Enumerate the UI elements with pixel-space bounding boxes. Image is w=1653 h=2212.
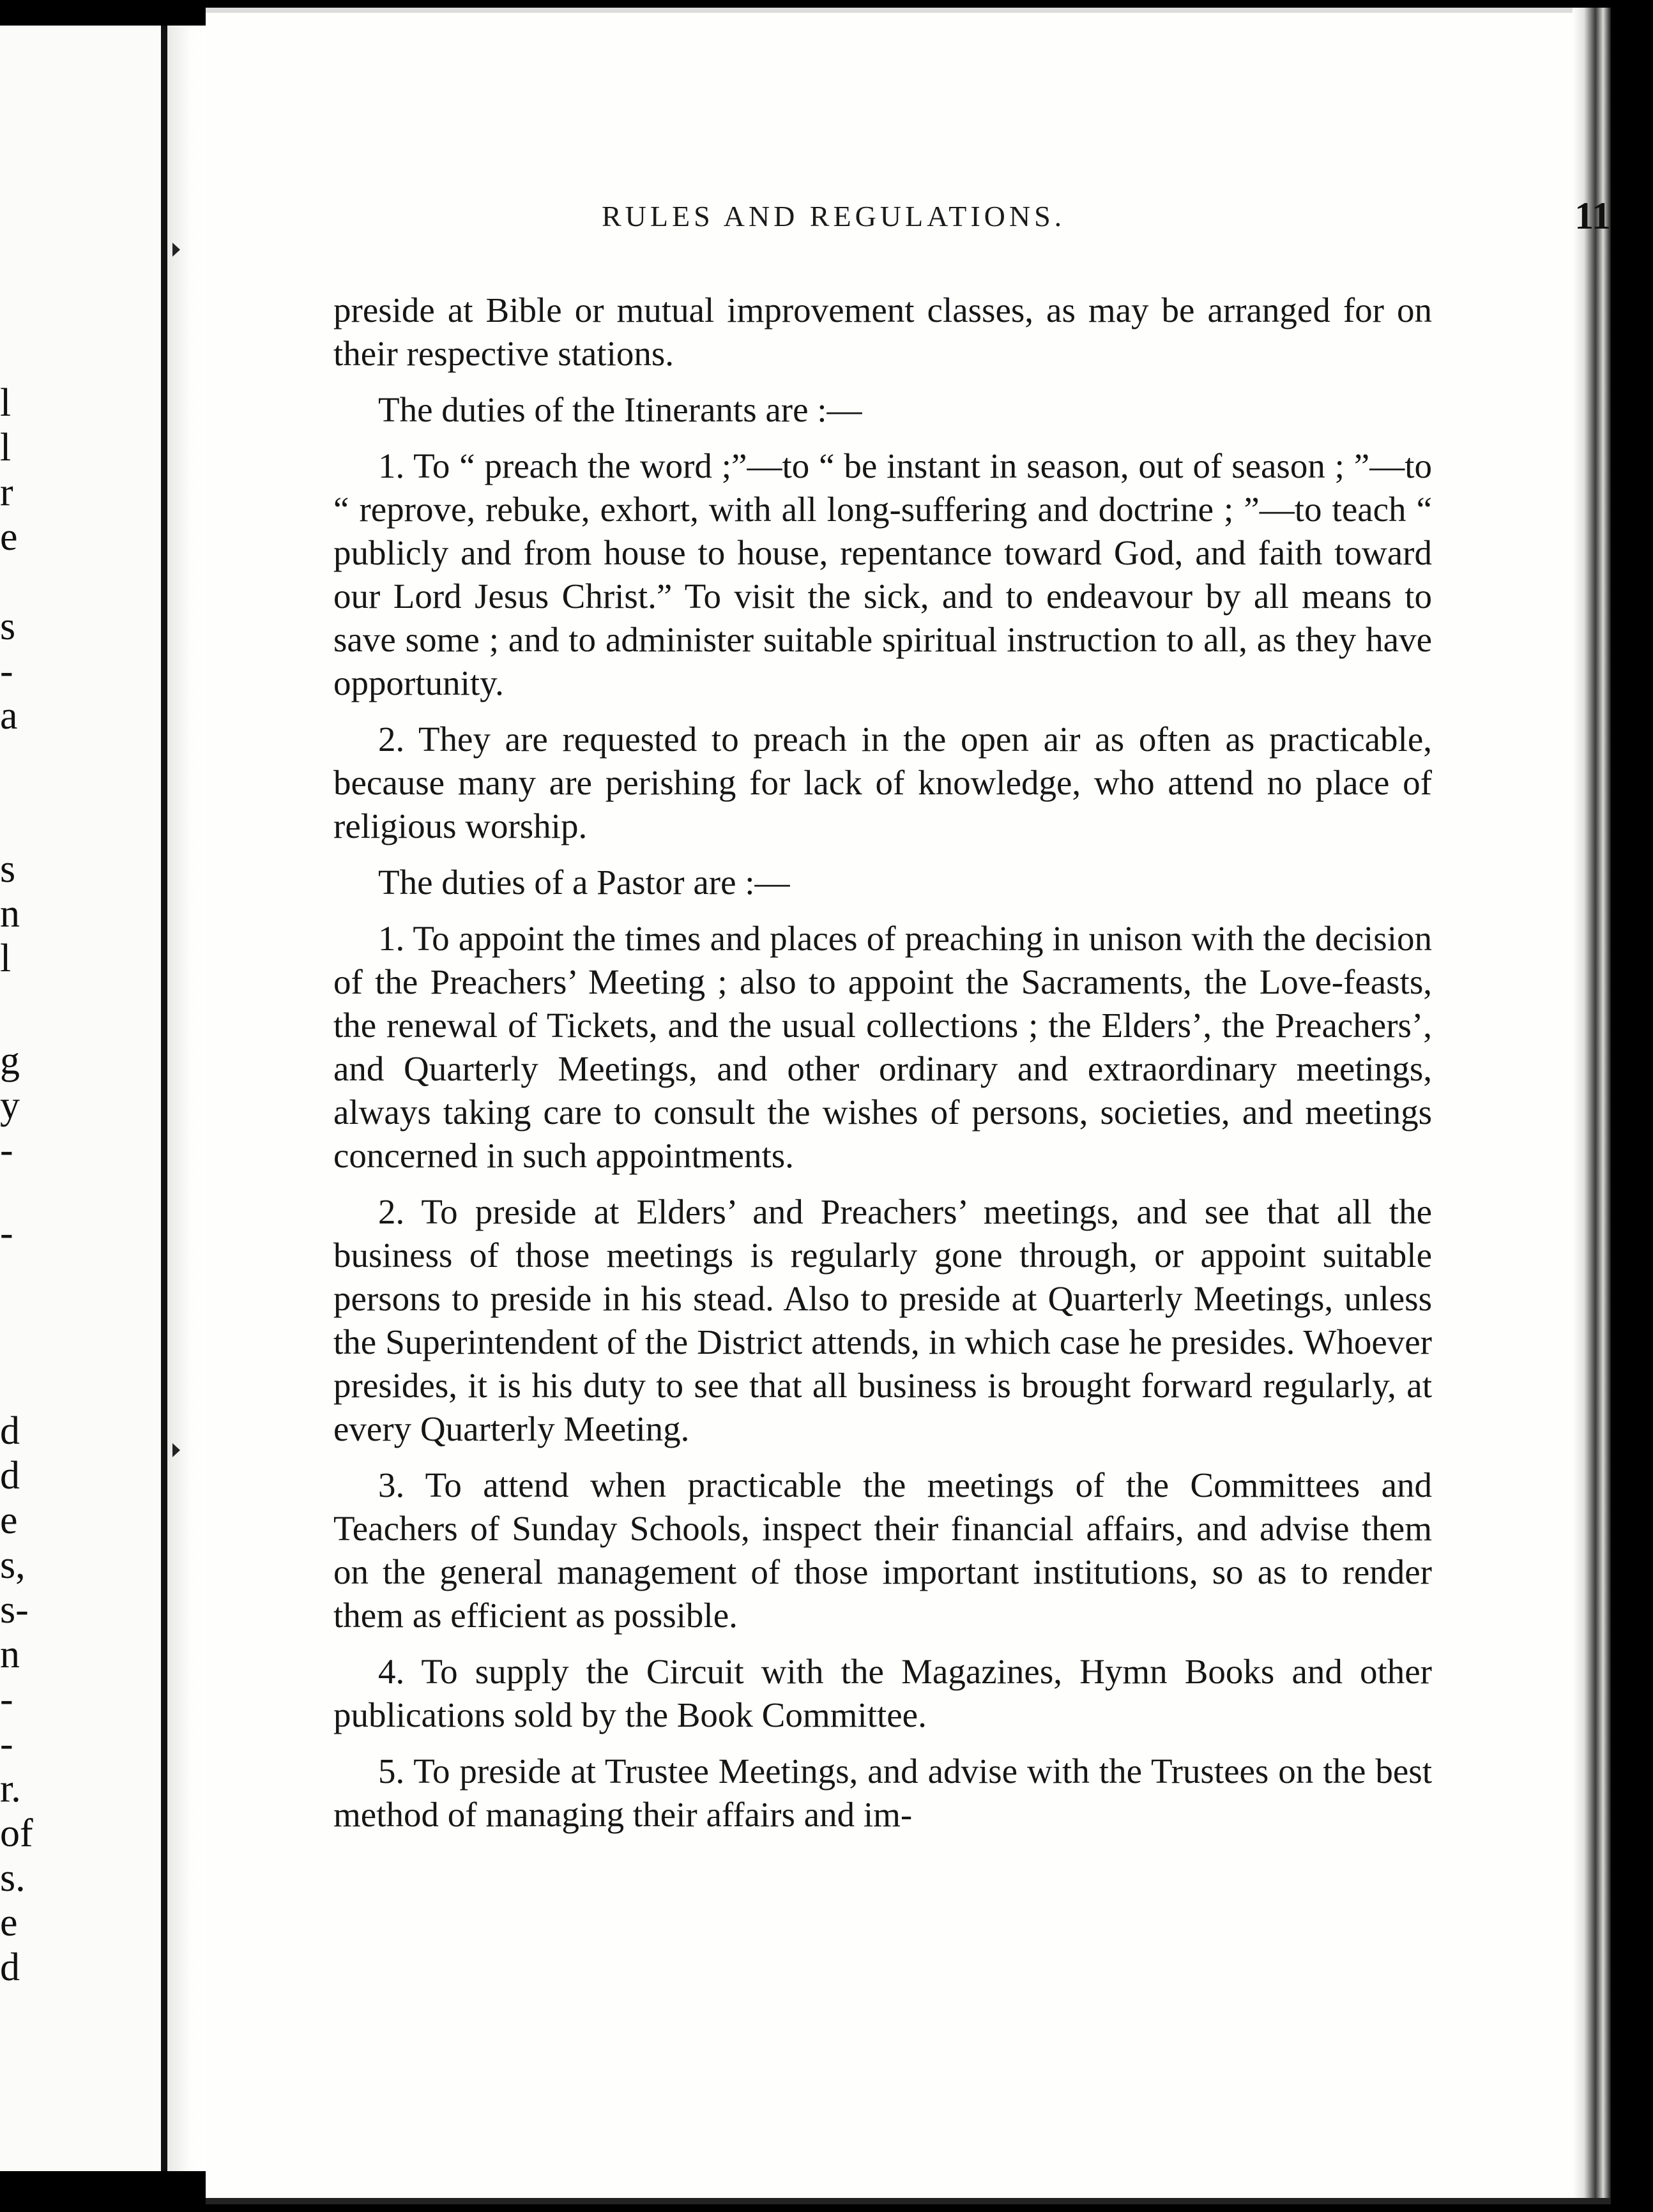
section-heading-pastor: The duties of a Pastor are :— [378,863,790,902]
margin-fragment: g [0,1039,20,1082]
paragraph-pastor-3: 3. To attend when practicable the meetings of the Committees and Teachers of Sunday Schools, inspect their financial affairs, and advise them on the general management of those important institutions, so as to render them as efficient as possible. [333,1466,1432,1635]
margin-fragment: s [0,847,16,891]
margin-fragment: e [0,1499,18,1542]
margin-fragment: y [0,1084,20,1127]
margin-fragment: d [0,1946,20,1989]
paragraph-itinerants-1: 1. To “ preach the word ;”—to “ be instant in season, out of season ; ”—to “ reprove, rebuke, exhort, with all long-suffering and doctrine ; ”—to teach “ publicly and from house to house, repentance toward God, and faith toward our Lord Jesus Christ.” To visit the sick, and to endeavour by all means to save some ; and to administer suitable spiritual instruction to all, as they have opportunity. [333,446,1432,702]
section-heading-itinerants: The duties of the Itinerants are :— [378,390,862,429]
book-page [206,8,1611,2204]
spine-shadow [161,26,167,2171]
page-fore-edge [1573,8,1611,2204]
margin-fragment: - [0,1128,13,1172]
margin-fragment: e [0,515,18,559]
body-text [333,289,1432,1849]
book-gutter [167,26,206,2171]
margin-fragment: - [0,1678,13,1721]
margin-fragment: a [0,694,18,738]
margin-fragment: - [0,649,13,693]
running-head: RULES AND REGULATIONS. [602,200,1066,232]
margin-fragment: - [0,1722,13,1766]
margin-fragment: d [0,1409,20,1453]
paragraph-itinerants-2: 2. They are requested to preach in the open air as often as practicable, because many are perishing for lack of knowledge, who attend no place of religious worship. [333,720,1432,845]
margin-fragment: l [0,937,11,980]
margin-fragment: s. [0,1856,26,1900]
margin-fragment: s, [0,1543,26,1587]
paragraph-pastor-1: 1. To appoint the times and places of preaching in unison with the decision of the Preachers’ Meeting ; also to appoint the Sacraments, the Love-feasts, the renewal of Tickets, and the usual collections ; the Elders’, the Preachers’, and Quarterly Meetings, and other ordinary and extraordinary meetings, always taking care to consult the wishes of persons, societies, and meetings concerned in such appointments. [333,919,1432,1175]
margin-fragment: n [0,892,20,936]
margin-fragment: n [0,1633,20,1676]
margin-fragment: s- [0,1588,29,1632]
page-bottom-edge [206,2198,1611,2204]
paragraph-continuation: preside at Bible or mutual improvement classes, as may be arranged for on their respective stations. [333,291,1432,373]
margin-fragment: s [0,605,16,648]
margin-fragment: l [0,426,11,469]
margin-fragment: r. [0,1767,21,1810]
gutter-mark [172,1443,180,1457]
paragraph-pastor-4: 4. To supply the Circuit with the Magazines, Hymn Books and other publications sold by the Book Committee. [333,1652,1432,1734]
page-header [602,195,1611,244]
facing-page-edge [0,26,167,2171]
margin-fragment: d [0,1454,20,1497]
page-number: 11 [1574,195,1611,237]
gutter-mark [172,243,180,257]
margin-fragment: l [0,381,11,425]
margin-fragment: of [0,1812,33,1855]
paragraph-pastor-5: 5. To preside at Trustee Meetings, and advise with the Trustees on the best method of managing their affairs and im- [333,1752,1432,1834]
margin-fragment: r [0,471,13,514]
paragraph-pastor-2: 2. To preside at Elders’ and Preachers’ meetings, and see that all the business of those meetings is regularly gone through, or appoint suitable persons to preside in his stead. Also to preside at Quarterly Meetings, unless the Superintendent of the District attends, in which case he presides. Whoever presides, it is his duty to see that all business is brought forward regularly, at every Quarterly Meeting. [333,1192,1432,1448]
margin-fragment: - [0,1211,13,1255]
margin-fragment: e [0,1901,18,1944]
page-top-edge [206,8,1611,13]
